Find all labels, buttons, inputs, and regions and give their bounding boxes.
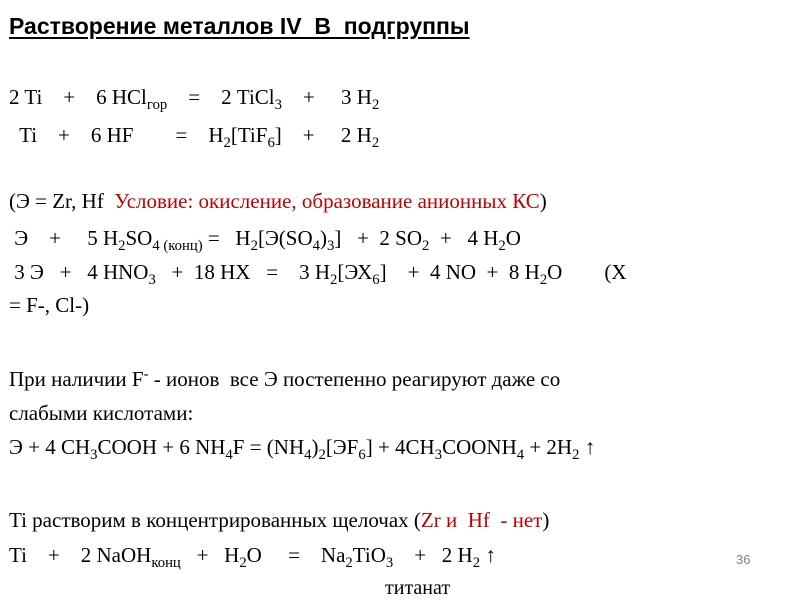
equation-e-hno3-continuation: = F-, Cl-) (9, 293, 90, 317)
paragraph-fluoride-line2: слабыми кислотами: (9, 401, 194, 425)
equation-e-hno3: 3 Э + 4 $HNO_3 + 18$ HX = 3 $H_2[ЭХ_6]$ + 4 NO + 8 $H_2O$ (X (9, 260, 627, 289)
condition-red-text: Условие: окисление, образование анионных КС (114, 189, 540, 213)
equation-ti-hcl: 2 Ti + 6 HCl$_{гор}$ = 2 TiCl$_3$ + 3 $H_2$ (9, 85, 380, 114)
equation-acetic-acid: Э + 4 $CH_3COOH + 6$ $NH_4F = (NH_4)_2[ЭF_6]$ + $4CH_3COONH_4 + 2H_2$ ↑ (9, 435, 596, 464)
equation-ti-hf: Ti + 6 HF = $H_2[TiF_6]$ + 2 $H_2$ (9, 123, 380, 152)
paragraph-fluoride: При наличии F- - ионов все Э постепенно реагируют даже со (9, 366, 561, 391)
equation-ti-naoh: Ti + 2 NaOH$_{конц}$ + $H_2O$ = $Na_2TiO_3$ + 2 $H_2$ ↑ (9, 543, 496, 572)
equation-e-h2so4: Э + 5 $H_2SO_{4 (конц)} = H_2[Э(SO_4)_3] + 2$ $SO_2 + 4$ $H_2O$ (9, 226, 521, 255)
page-number: 36 (736, 552, 751, 567)
titanate-label: титанат (385, 577, 451, 599)
slide-title: Растворение металлов IV В подгруппы (9, 13, 470, 39)
condition-line: (Э = Zr, Hf Условие: окисление, образование анионных КС) (9, 189, 547, 213)
alkali-red-text: Zr и Hf - нет (420, 508, 543, 532)
paragraph-alkali: Ti растворим в концентрированных щелочах (Zr и Hf - нет) (9, 508, 550, 532)
